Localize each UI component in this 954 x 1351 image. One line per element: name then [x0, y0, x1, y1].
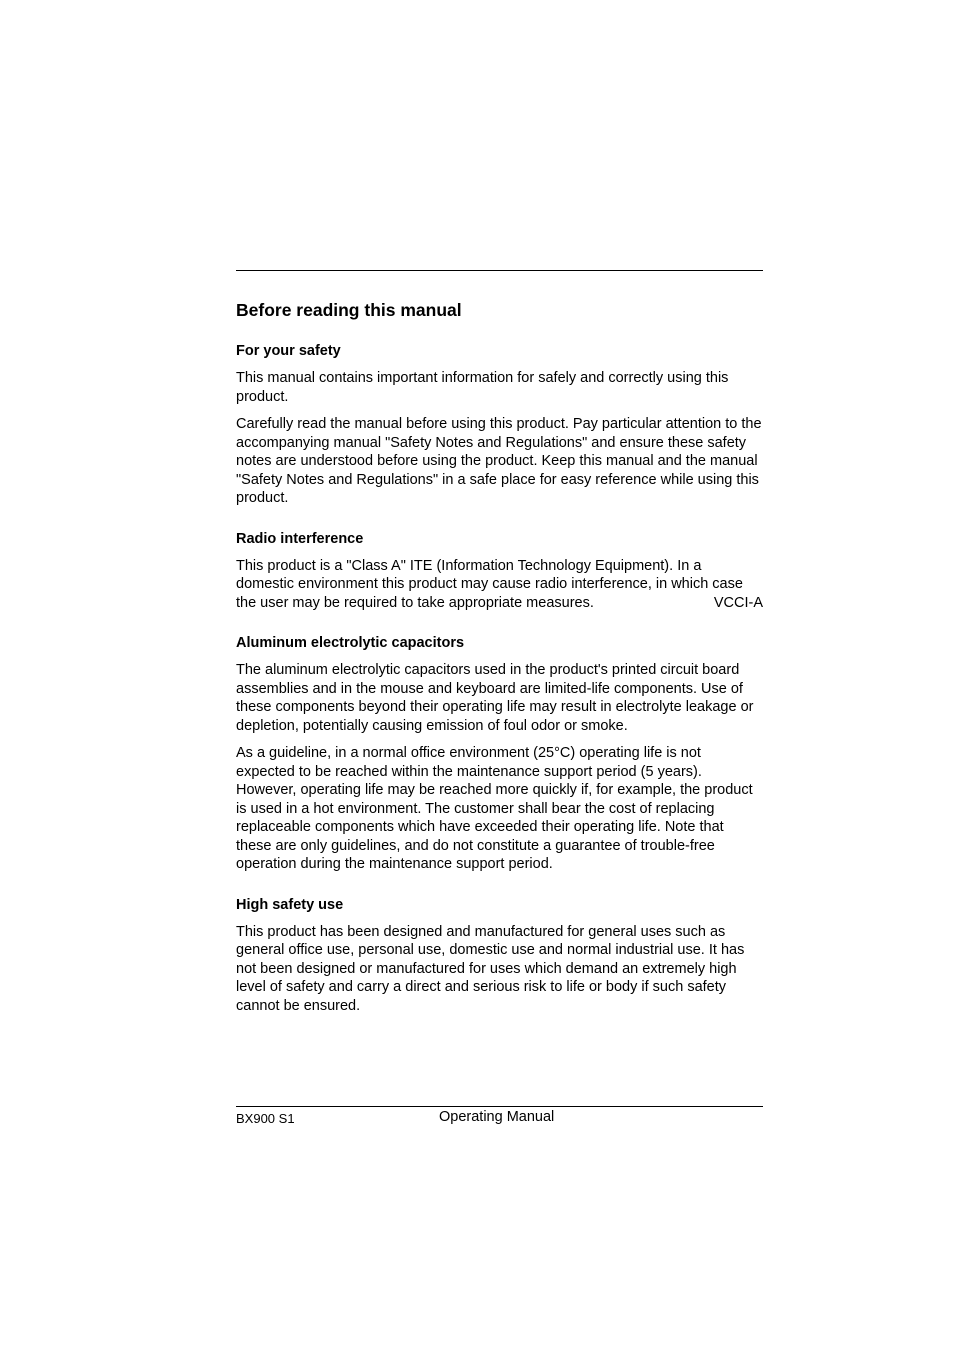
section-title-radio: Radio interference	[236, 530, 364, 547]
radio-text: This product is a "Class A" ITE (Information Technology Equipment). In a domestic environment this product may cause radio interference, in which case	[236, 557, 743, 592]
section-title-safety: For your safety	[236, 343, 341, 359]
page-title: Before reading this manual	[236, 300, 462, 320]
content	[236, 298, 763, 1036]
paragraph	[236, 557, 763, 613]
section-title-capacitors: Aluminum electrolytic capacitors	[236, 635, 465, 651]
footer-doc-title: Operating Manual	[439, 1109, 555, 1125]
vcci-tag: VCCI-A	[713, 594, 763, 611]
section-safety	[236, 341, 763, 508]
paragraph: This product has been designed and manufactured for general uses such as general office use, personal use, domestic use and normal industrial use. It has not been designed or manufactured for uses which demand an extremely high level of safety and carry a direct and serious risk to life or body if such safety cannot be ensured.	[236, 923, 745, 1014]
radio-text-end: the user may be required to take appropriate measures.	[236, 594, 594, 611]
section-title-high-safety: High safety use	[236, 896, 344, 913]
footer	[236, 1109, 763, 1129]
section-capacitors	[236, 633, 763, 874]
paragraph: Carefully read the manual before using this product. Pay particular attention to the accompanying manual "Safety Notes and Regulations" and ensure these safety notes are understood before using the product. Keep this manual and the manual "Safety Notes and Regulations" in a safe place for easy reference while using this product.	[236, 416, 762, 506]
section-high-safety	[236, 895, 763, 1016]
paragraph: As a guideline, in a normal office environment (25°C) operating life is not expected to be reached within the maintenance support period (5 years). However, operating life may be reached more quickly if, for example, the product is used in a hot environment. The customer shall bear the cost of replacing replaceable components which have exceeded their operating life. Note that these are only guidelines, and do not constitute a guarantee of trouble-free operation during the maintenance support period.	[236, 745, 753, 872]
paragraph: This manual contains important information for safely and correctly using this product.	[236, 370, 729, 405]
section-radio	[236, 529, 763, 613]
footer-model: BX900 S1	[236, 1111, 295, 1126]
bottom-rule	[236, 1106, 763, 1107]
paragraph: The aluminum electrolytic capacitors used in the product's printed circuit board assemblies and in the mouse and keyboard are limited-life components. Use of these components beyond their operating life may result in electrolyte leakage or depletion, potentially causing emission of foul odor or smoke.	[236, 662, 754, 734]
top-rule	[236, 270, 763, 271]
radio-last-line	[236, 594, 763, 613]
